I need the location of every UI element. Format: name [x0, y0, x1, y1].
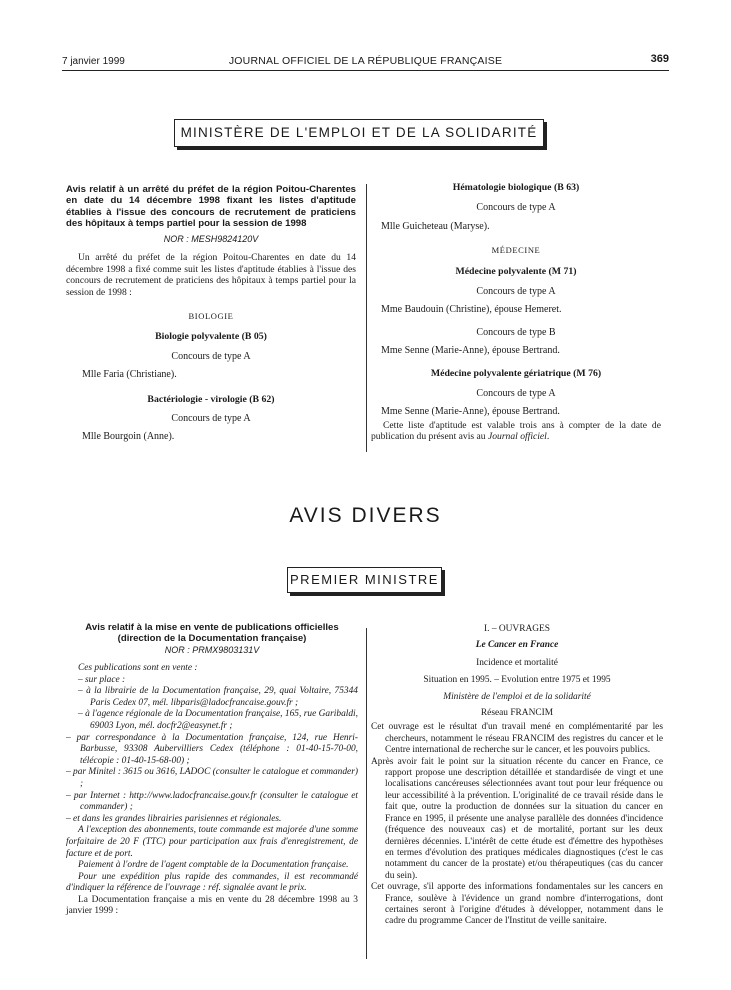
concours-type-a-1: Concours de type A: [171, 350, 251, 362]
book-description-2: Après avoir fait le point sur la situation récente du cancer en France, ce rapport propose une description détaillée et standardisée de vingt et une localisations cancéreuses sélectionnées avant tout pour leur fréquence ou leur accessibilité à la prévention. L'originalité de ce travail réside dans le fait que, outre la production de données sur la situation du cancer en France en 1995, il présente une analyse parallèle des données d'incidence (fréquence des nouveaux cas) et de mortalité, portant sur les deux dernières décennies. L'intérêt de cette étude est d'émettre des hypothèses en termes d'évolution des pratiques médicales diagnostiques (c'est le cas notamment du cancer de la prostate) et/ou thérapeutiques (cas du cancer du sein).: [371, 756, 663, 881]
header-rule: [62, 70, 669, 71]
avis2-item-sur-place: – sur place :: [78, 674, 126, 685]
avis2-title: Avis relatif à la mise en vente de publications officielles (direction de la Documentation française): [85, 622, 339, 645]
avis2-para-abonnements: A l'exception des abonnements, toute commande est majorée d'une somme forfaitaire de 20 F (TTC) pour participation aux frais d'enregistrement, de facture et de port.: [66, 825, 358, 859]
avis2-left-column: [66, 622, 358, 918]
book-subtitle: Incidence et mortalité: [476, 657, 558, 668]
avis1-left-column: [66, 184, 356, 444]
specialty-hematologie-biologique: Hématologie biologique (B 63): [452, 182, 580, 193]
avis1-closing: Cette liste d'aptitude est valable trois ans à compter de la date de publication du présent avis au Journal officiel.: [371, 419, 661, 443]
avis2-item-internet: – par Internet : http://www.ladocfrancaise.gouv.fr (consulter le catalogue et commander) ;: [66, 790, 358, 813]
avis-divers-heading: AVIS DIVERS: [289, 504, 442, 527]
header-journal-title: JOURNAL OFFICIEL DE LA RÉPUBLIQUE FRANÇAISE: [228, 55, 503, 67]
avis2-item-correspondance: – par correspondance à la Documentation française, 124, rue Henri-Barbusse, 93308 Aubervilliers Cedex (téléphone : 01-40-15-70-00, télécopie : 01-40-15-68-00) ;: [66, 732, 358, 766]
concours-type-a-4: Concours de type A: [476, 286, 556, 298]
section-biologie: BIOLOGIE: [188, 311, 234, 322]
avis2-right-column: [371, 624, 663, 928]
book-reseau: Réseau FRANCIM: [480, 708, 554, 719]
section-ouvrages: I. – OUVRAGES: [484, 624, 550, 634]
avis2-item-librairies: – et dans les grandes librairies parisiennes et régionales.: [66, 813, 282, 824]
book-situation: Situation en 1995. – Evolution entre 1975 et 1995: [423, 675, 611, 686]
specialty-medecine-geriatrique: Médecine polyvalente gériatrique (M 76): [430, 367, 602, 379]
book-description-1: Cet ouvrage est le résultat d'un travail mené en complémentarité par les chercheurs, notamment le réseau FRANCIM des registres du cancer et le Centre international de recherche sur le cancer, et les pouvoirs publics.: [371, 722, 663, 756]
avis2-item-minitel: – par Minitel : 3615 ou 3616, LADOC (consulter le catalogue et commander) ;: [66, 767, 358, 789]
candidate-guicheteau: Mlle Guicheteau (Maryse).: [381, 220, 490, 232]
candidate-senne-2: Mme Senne (Marie-Anne), épouse Bertrand.: [381, 406, 560, 418]
avis2-item-agence-lyon: – à l'agence régionale de la Documentation française, 165, rue Garibaldi, 69003 Lyon, mél. docfr2@easynet.fr ;: [78, 709, 358, 731]
avis1-title: Avis relatif à un arrêté du préfet de la région Poitou-Charentes en date du 14 décembre 1998 fixant les listes d'aptitude établies à l'issue des concours de recrutement de praticiens des hôpitaux à temps partiel pour la session de 1998: [66, 184, 356, 230]
book-description-3: Cet ouvrage, s'il apporte des informations fondamentales sur les cancers en France, soulève à l'évidence un grand nombre d'interrogations, dont certaines seront à l'origine d'études à développer, notamment dans le cadre du programme Cancer de l'Institut de veille sanitaire.: [371, 882, 663, 927]
header-page-number: 369: [650, 53, 669, 65]
avis2-nor: NOR : PRMX9803131V: [164, 645, 260, 656]
concours-type-b-4: Concours de type B: [476, 326, 556, 338]
premier-ministre-heading: PREMIER MINISTRE: [287, 567, 442, 593]
book-title: Le Cancer en France: [475, 640, 559, 651]
specialty-biologie-polyvalente: Biologie polyvalente (B 05): [155, 331, 267, 343]
avis1-right-column: [371, 182, 661, 443]
avis2-para-expedition: Pour une expédition plus rapide des commandes, il est recommandé d'indiquer la référence de l'ouvrage : réf. signalée avant le prix.: [66, 871, 358, 894]
avis2-intro: Ces publications sont en vente :: [78, 663, 198, 673]
specialty-medecine-polyvalente: Médecine polyvalente (M 71): [455, 265, 577, 277]
avis2-para-paiement: Paiement à l'ordre de l'agent comptable de la Documentation française.: [78, 860, 349, 871]
column-divider-top: [366, 184, 367, 452]
avis1-nor: NOR : MESH9824120V: [163, 233, 259, 244]
candidate-bourgoin: Mlle Bourgoin (Anne).: [82, 431, 175, 443]
concours-type-a-5: Concours de type A: [476, 388, 556, 400]
specialty-bacteriologie-virologie: Bactériologie - virologie (B 62): [147, 393, 275, 405]
header-date: 7 janvier 1999: [62, 56, 125, 67]
candidate-faria: Mlle Faria (Christiane).: [82, 369, 177, 381]
section-medecine: MÉDECINE: [491, 245, 541, 256]
concours-type-a-2: Concours de type A: [171, 413, 251, 425]
ministry-heading: MINISTÈRE DE L'EMPLOI ET DE LA SOLIDARITÉ: [174, 119, 544, 147]
book-ministry: Ministère de l'emploi et de la solidarité: [443, 691, 591, 702]
avis1-intro: Un arrêté du préfet de la région Poitou-Charentes en date du 14 décembre 1998 a fixé comme suit les listes d'aptitude établies à l'issue des concours de recrutement de praticiens des hôpitaux à temps partiel pour la session de 1998 :: [66, 252, 356, 298]
candidate-senne-1: Mme Senne (Marie-Anne), épouse Bertrand.: [381, 345, 560, 357]
candidate-baudouin: Mme Baudouin (Christine), épouse Hemeret.: [381, 304, 562, 316]
column-divider-bottom: [366, 628, 367, 959]
avis2-para-mise-en-vente: La Documentation française a mis en vente du 28 décembre 1998 au 3 janvier 1999 :: [66, 894, 358, 917]
concours-type-a-3: Concours de type A: [476, 202, 556, 214]
avis2-item-librairie: – à la librairie de la Documentation française, 29, quai Voltaire, 75344 Paris Cedex 07, mél. libparis@ladocfrancaise.gouv.fr ;: [78, 686, 358, 708]
